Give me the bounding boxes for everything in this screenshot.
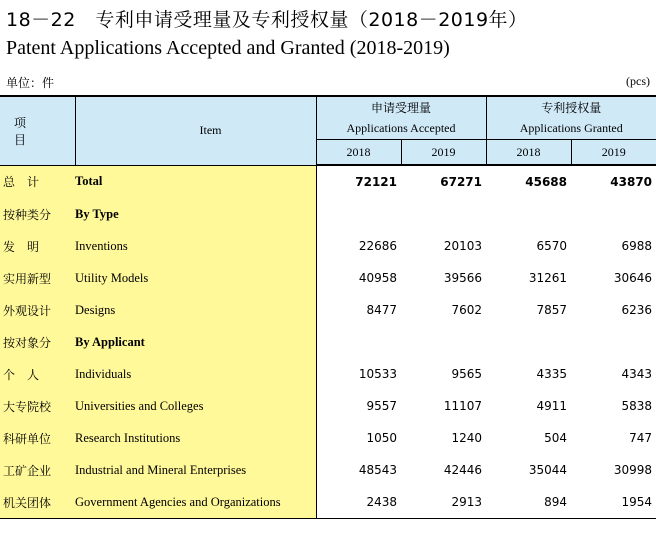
row-label-chinese: 个 人 [0,358,75,390]
row-label-chinese: 科研单位 [0,422,75,454]
value-cell: 8477 [366,303,397,317]
value-cell [316,198,401,230]
value-cell: 6570 [536,239,567,253]
value-cell: 48543 [358,463,397,477]
value-cell: 2913 [401,486,486,519]
table-row [0,326,656,358]
value-cell: 6236 [621,303,653,317]
value-cell: 40958 [358,271,397,285]
row-label-english: Universities and Colleges [75,390,316,422]
table-row [0,390,656,422]
row-label-chinese: 机关团体 [0,486,75,519]
row-label-chinese: 按种类分 [0,198,75,230]
header-accepted-chinese: 申请受理量 [370,101,431,115]
value-cell [401,198,486,230]
unit-label-english: (pcs) [626,74,650,88]
header-year: 2018 [316,140,401,166]
value-cell: 30646 [613,271,653,285]
header-granted-chinese: 专利授权量 [541,101,602,115]
header-item-english: Item [75,96,316,165]
table-row [0,486,656,519]
value-cell: 30998 [613,463,653,477]
header-item-chinese: 项 目 [0,96,75,165]
value-cell: 5838 [621,399,653,413]
row-label-chinese: 总 计 [0,165,75,198]
table-row [0,294,656,326]
table-row [0,230,656,262]
value-cell: 10533 [358,367,397,381]
value-cell: 31261 [528,271,567,285]
value-cell: 1954 [571,486,656,519]
value-cell [571,198,656,230]
row-label-chinese: 按对象分 [0,326,75,358]
row-label-english: Industrial and Mineral Enterprises [75,454,316,486]
value-cell: 9565 [451,367,482,381]
value-cell: 504 [544,431,567,445]
header-granted-english: Applications Granted [519,121,623,135]
value-cell: 22686 [358,239,397,253]
value-cell: 1240 [451,431,482,445]
row-label-chinese: 外观设计 [0,294,75,326]
header-year: 2019 [571,140,656,166]
value-cell: 20103 [443,239,482,253]
row-label-english: Government Agencies and Organizations [75,486,316,519]
header-year: 2018 [486,140,571,166]
row-label-english: Research Institutions [75,422,316,454]
row-label-english: By Type [75,198,316,230]
value-cell [401,326,486,358]
page-title-chinese: 18－22 专利申请受理量及专利授权量（2018－2019年） [6,9,528,31]
table-row [0,198,656,230]
value-cell: 43870 [610,175,653,189]
table-row [0,358,656,390]
row-label-english: Inventions [75,230,316,262]
header-applications-accepted [316,96,486,140]
row-label-chinese: 实用新型 [0,262,75,294]
row-label-chinese: 大专院校 [0,390,75,422]
value-cell: 45688 [525,175,567,189]
value-cell: 35044 [528,463,567,477]
value-cell: 7857 [536,303,567,317]
value-cell: 11107 [443,399,482,413]
patent-table [0,95,656,519]
table-row [0,165,656,198]
row-label-chinese: 工矿企业 [0,454,75,486]
value-cell: 72121 [355,175,397,189]
row-label-english: Utility Models [75,262,316,294]
row-label-english: Designs [75,294,316,326]
value-cell: 6988 [621,239,653,253]
value-cell: 747 [629,431,653,445]
table-row [0,422,656,454]
header-applications-granted [486,96,656,140]
header-year: 2019 [401,140,486,166]
row-label-english: Individuals [75,358,316,390]
value-cell: 894 [486,486,571,519]
value-cell: 39566 [443,271,482,285]
value-cell [571,326,656,358]
table-row [0,262,656,294]
value-cell [316,326,401,358]
value-cell: 4911 [536,399,567,413]
value-cell: 4335 [536,367,567,381]
value-cell: 42446 [443,463,482,477]
unit-label-chinese: 单位：件 [6,76,55,90]
row-label-chinese: 发 明 [0,230,75,262]
value-cell: 2438 [316,486,401,519]
value-cell [486,198,571,230]
row-label-english: Total [75,165,316,198]
value-cell: 9557 [366,399,397,413]
value-cell: 7602 [451,303,482,317]
row-label-english: By Applicant [75,326,316,358]
value-cell: 1050 [366,431,397,445]
page-title-english: Patent Applications Accepted and Granted (2018-2019) [6,37,450,59]
table-body [0,165,656,519]
header-accepted-english: Applications Accepted [346,121,456,135]
table-row [0,454,656,486]
value-cell [486,326,571,358]
value-cell: 4343 [621,367,653,381]
value-cell: 67271 [440,175,482,189]
